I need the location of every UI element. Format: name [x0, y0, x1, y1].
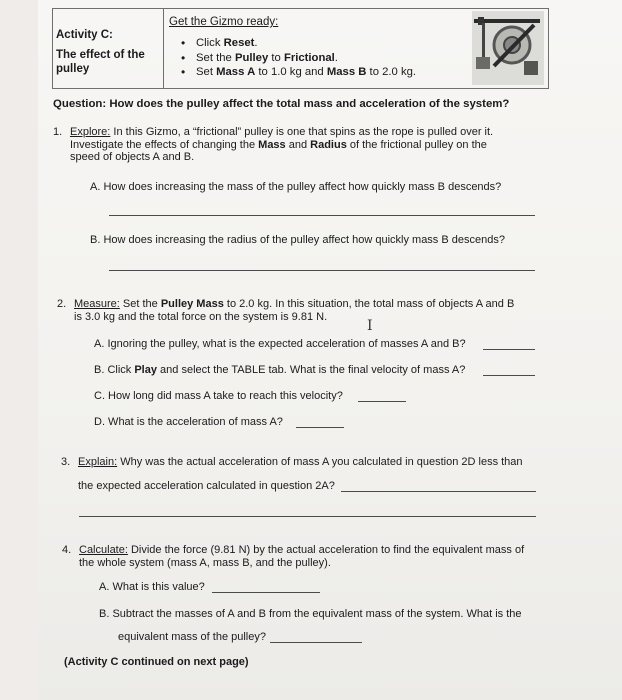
answer-line[interactable]	[109, 215, 535, 216]
q1-text: Explore: In this Gizmo, a “frictional” pulley is one that spins as the rope is pulled over it. Investigate the effects of changing the Mass and Radius of the frictional pulley on the speed of objects A and B.	[70, 126, 494, 163]
q4a-text: A. What is this value?	[99, 581, 205, 593]
answer-line[interactable]	[270, 642, 362, 643]
q3-number: 3.	[61, 456, 71, 468]
q2a-text: A. Ignoring the pulley, what is the expected acceleration of masses A and B?	[94, 338, 466, 350]
gizmo-step: • Set the Pulley to Frictional.	[181, 51, 416, 66]
answer-line[interactable]	[109, 270, 535, 271]
answer-line[interactable]	[483, 375, 535, 376]
activity-header-table	[52, 8, 549, 89]
q3-text-a: Explain: Why was the actual acceleration of mass A you calculated in question 2D less than	[78, 456, 523, 468]
gizmo-step: • Click Reset.	[181, 36, 416, 51]
activity-title: The effect of the pulley	[56, 49, 145, 75]
q2b-text: B. Click Play and select the TABLE tab. What is the final velocity of mass A?	[94, 364, 466, 376]
pulley-diagram-icon	[472, 11, 544, 85]
main-question: Question: How does the pulley affect the total mass and acceleration of the system?	[53, 98, 510, 110]
q2-text: Measure: Set the Pulley Mass to 2.0 kg. In this situation, the total mass of objects A and B is 3.0 kg and the total force on the system is 9.81 N.	[74, 298, 515, 323]
answer-line[interactable]	[79, 516, 536, 517]
q3-text-b: the expected acceleration calculated in question 2A?	[78, 480, 335, 492]
q4b-text-a: B. Subtract the masses of A and B from the equivalent mass of the system. What is the	[99, 608, 522, 620]
activity-label-cell	[53, 9, 164, 88]
q2d-text: D. What is the acceleration of mass A?	[94, 416, 283, 428]
text-cursor-icon: I	[367, 318, 373, 334]
q4-number: 4.	[62, 544, 72, 556]
q1a-text: A. How does increasing the mass of the pulley affect how quickly mass B descends?	[90, 181, 502, 193]
q2-number: 2.	[57, 298, 67, 310]
activity-label: Activity C:	[56, 29, 113, 41]
answer-line[interactable]	[296, 427, 344, 428]
gizmo-steps	[181, 36, 416, 80]
q2c-text: C. How long did mass A take to reach this velocity?	[94, 390, 343, 402]
continued-note: (Activity C continued on next page)	[64, 656, 249, 668]
q1-number: 1.	[53, 126, 63, 138]
answer-line[interactable]	[358, 401, 406, 402]
q4-text: Calculate: Divide the force (9.81 N) by the actual acceleration to find the equivalent mass of the whole system (mass A, mass B, and the pulley).	[79, 544, 525, 569]
gizmo-heading: Get the Gizmo ready:	[169, 16, 279, 28]
answer-line[interactable]	[483, 349, 535, 350]
q4b-text-b: equivalent mass of the pulley?	[118, 631, 266, 643]
answer-line[interactable]	[341, 491, 536, 492]
answer-line[interactable]	[212, 592, 320, 593]
q1b-text: B. How does increasing the radius of the pulley affect how quickly mass B descends?	[90, 234, 505, 246]
gizmo-step: • Set Mass A to 1.0 kg and Mass B to 2.0 kg.	[181, 65, 416, 80]
